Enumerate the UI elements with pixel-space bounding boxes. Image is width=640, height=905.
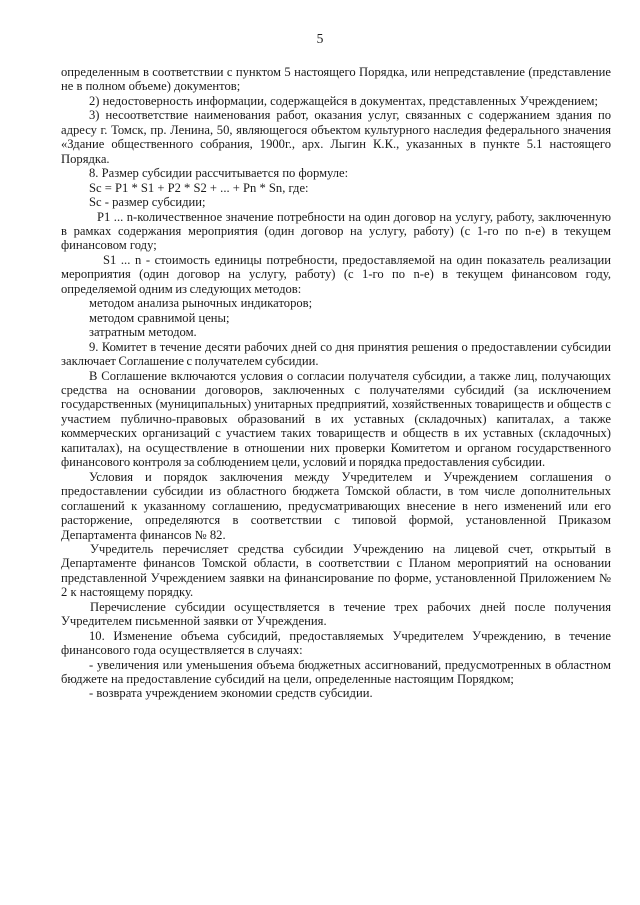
paragraph-agreement-procedure: Условия и порядок заключения между Учредителем и Учреждением соглашения о предоставлении субсидии из областного бюджета Томской области, в том числе дополнительных соглашений к указанному соглашению, предусматривающих внесение в него изменений или его расторжение, определяются в соответствии с типовой формой, установленной Приказом Департамента финансов № 82. xyxy=(61,469,611,542)
paragraph-agreement-conditions: В Соглашение включаются условия о согласии получателя субсидии, а также лиц, получающих средства на основании договоров, заключенных с получателями субсидий (за исключением государственных (муниципальных) унитарных предприятий, хозяйственных товариществ и обществ с участием публично-правовых образований в их уставных (складочных) капиталах, а также коммерческих организаций с участием таких товариществ и обществ в их уставных (складочных) капиталах), на осуществление в отношении них проверки Комитетом и органом государственного финансового контроля за соблюдением цели, условий и порядка предоставления субсидии. xyxy=(61,368,611,470)
paragraph-clause-10: 10. Изменение объема субсидий, предоставляемых Учредителем Учреждению, в течение финансового года осуществляется в случаях: xyxy=(61,628,611,658)
method-market-indicators: методом анализа рыночных индикаторов; xyxy=(89,296,313,311)
formula-line: Sc = P1 * S1 + P2 * S2 + ... + Pn * Sn, где: xyxy=(89,180,309,195)
paragraph-continuation: определенным в соответствии с пунктом 5 настоящего Порядка, или непредставление (представление не в полном объеме) документов; xyxy=(61,65,611,94)
paragraph-item-3: 3) несоответствие наименования работ, оказания услуг, связанных с содержанием здания по адресу г. Томск, пр. Ленина, 50, являющегося объектом культурного наследия федерального значения «Здание общественного собрания, 1900г., арх. Лыгин К.К., указанных в пункте 5.1 настоящего Порядка. xyxy=(61,108,611,166)
list-item-savings-return: - возврата учреждением экономии средств субсидии. xyxy=(89,686,373,701)
document-body xyxy=(61,65,611,701)
list-item-budget-change: - увеличения или уменьшения объема бюджетных ассигнований, предусмотренных в областном бюджете на предоставление субсидий на цели, определенные настоящим Порядком; xyxy=(61,657,611,687)
paragraph-item-2: 2) недостоверность информации, содержащейся в документах, представленных Учреждением; xyxy=(89,93,598,108)
method-cost: затратным методом. xyxy=(89,325,197,340)
page-number: 5 xyxy=(316,31,324,46)
paragraph-transfer-timing: Перечисление субсидии осуществляется в течение трех рабочих дней после получения Учредителем письменной заявки от Учреждения. xyxy=(61,599,611,629)
formula-definition-p: P1 ... n-количественное значение потребности на один договор на услугу, работу, заключенную в рамках содержания мероприятия (один договор на услугу, работу) (с 1-го по n-е) в текущем финансовом году; xyxy=(61,209,611,253)
paragraph-clause-9: 9. Комитет в течение десяти рабочих дней со дня принятия решения о предоставлении субсидии заключает Соглашение с получателем субсидии. xyxy=(61,339,611,369)
method-comparable-price: методом сравнимой цены; xyxy=(89,310,230,325)
paragraph-clause-8: 8. Размер субсидии рассчитывается по формуле: xyxy=(89,166,349,181)
formula-definition-sc: Sc - размер субсидии; xyxy=(89,195,206,210)
formula-definition-s: S1 ... n - стоимость единицы потребности, предоставляемой на один показатель реализации мероприятия (один договор на услугу, работу) (с 1-го по n-е) в текущем финансовом году, определяемой одним из следующих методов: xyxy=(61,252,611,296)
paragraph-funds-transfer: Учредитель перечисляет средства субсидии Учреждению на лицевой счет, открытый в Департаменте финансов Томской области, в соответствии с Планом мероприятий на основании представленной Учреждением заявки на финансирование по форме, установленной Приложением № 2 к настоящему порядку. xyxy=(61,541,611,600)
